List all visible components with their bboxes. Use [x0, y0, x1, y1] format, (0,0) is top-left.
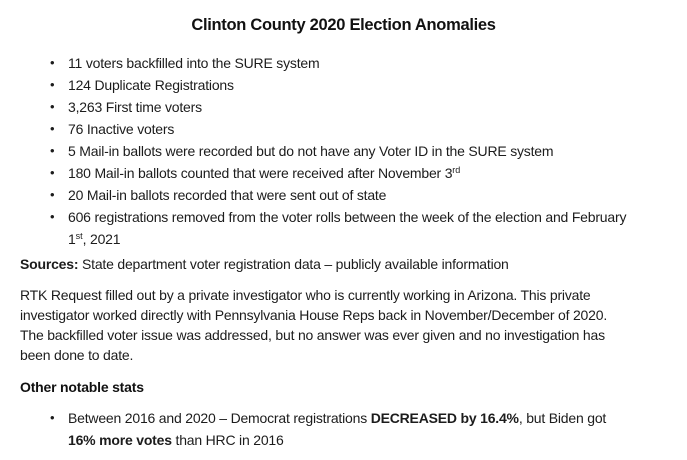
- bullet-item: [0, 140, 687, 162]
- text-run: 20 Mail-in ballots recorded that were sent out of state: [68, 187, 387, 203]
- bullet-icon: •: [50, 55, 55, 70]
- text-run: Between 2016 and 2020 – Democrat registrations: [68, 410, 371, 426]
- bold-text: 16% more votes: [68, 432, 172, 448]
- bullet-icon: •: [50, 410, 55, 425]
- bullet-item: [0, 74, 687, 96]
- anomalies-list: [0, 52, 687, 250]
- text-run: State department voter registration data – publicly available information: [78, 256, 509, 272]
- text-run: 76 Inactive voters: [68, 121, 175, 137]
- bullet-icon: •: [50, 121, 55, 136]
- bullet-item: [0, 407, 687, 451]
- text-run: 3,263 First time voters: [68, 99, 202, 115]
- other-stats-heading: Other notable stats: [20, 379, 144, 395]
- bullet-icon: •: [50, 99, 55, 114]
- text-run: 5 Mail-in ballots were recorded but do not have any Voter ID in the SURE system: [68, 143, 554, 159]
- bullet-icon: •: [50, 165, 55, 180]
- bullet-icon: •: [50, 77, 55, 92]
- bullet-item: [0, 162, 687, 184]
- text-run: , but Biden got: [518, 410, 607, 426]
- superscript-text: st: [75, 231, 83, 241]
- sources-line: [0, 254, 687, 274]
- bullet-icon: •: [50, 187, 55, 202]
- text-run: 606 registrations removed from the voter rolls between the week of the election and February 1: [68, 209, 627, 247]
- bullet-icon: •: [50, 209, 55, 224]
- bold-text: DECREASED by 16.4%: [370, 410, 519, 426]
- rtk-paragraph: RTK Request filled out by a private investigator who is currently working in Arizona. This private investigator worked directly with Pennsylvania House Reps back in November/December of 2020. The backfilled voter issue was addressed, but no answer was ever given and no investigation has been done to date.: [20, 287, 608, 363]
- other-stats-list: [0, 407, 687, 451]
- bullet-item: [0, 118, 687, 140]
- bullet-item: [0, 206, 687, 250]
- bullet-icon: •: [50, 143, 55, 158]
- bold-text: Sources:: [20, 256, 79, 272]
- text-run: 180 Mail-in ballots counted that were received after November 3: [68, 165, 453, 181]
- text-run: 11 voters backfilled into the SURE system: [68, 55, 320, 71]
- bullet-item: [0, 52, 687, 74]
- superscript-text: rd: [452, 165, 461, 175]
- text-run: than HRC in 2016: [171, 432, 284, 448]
- bullet-item: [0, 96, 687, 118]
- bullet-item: [0, 184, 687, 206]
- text-run: 124 Duplicate Registrations: [68, 77, 234, 93]
- document-title: Clinton County 2020 Election Anomalies: [191, 16, 496, 34]
- text-run: , 2021: [82, 231, 121, 247]
